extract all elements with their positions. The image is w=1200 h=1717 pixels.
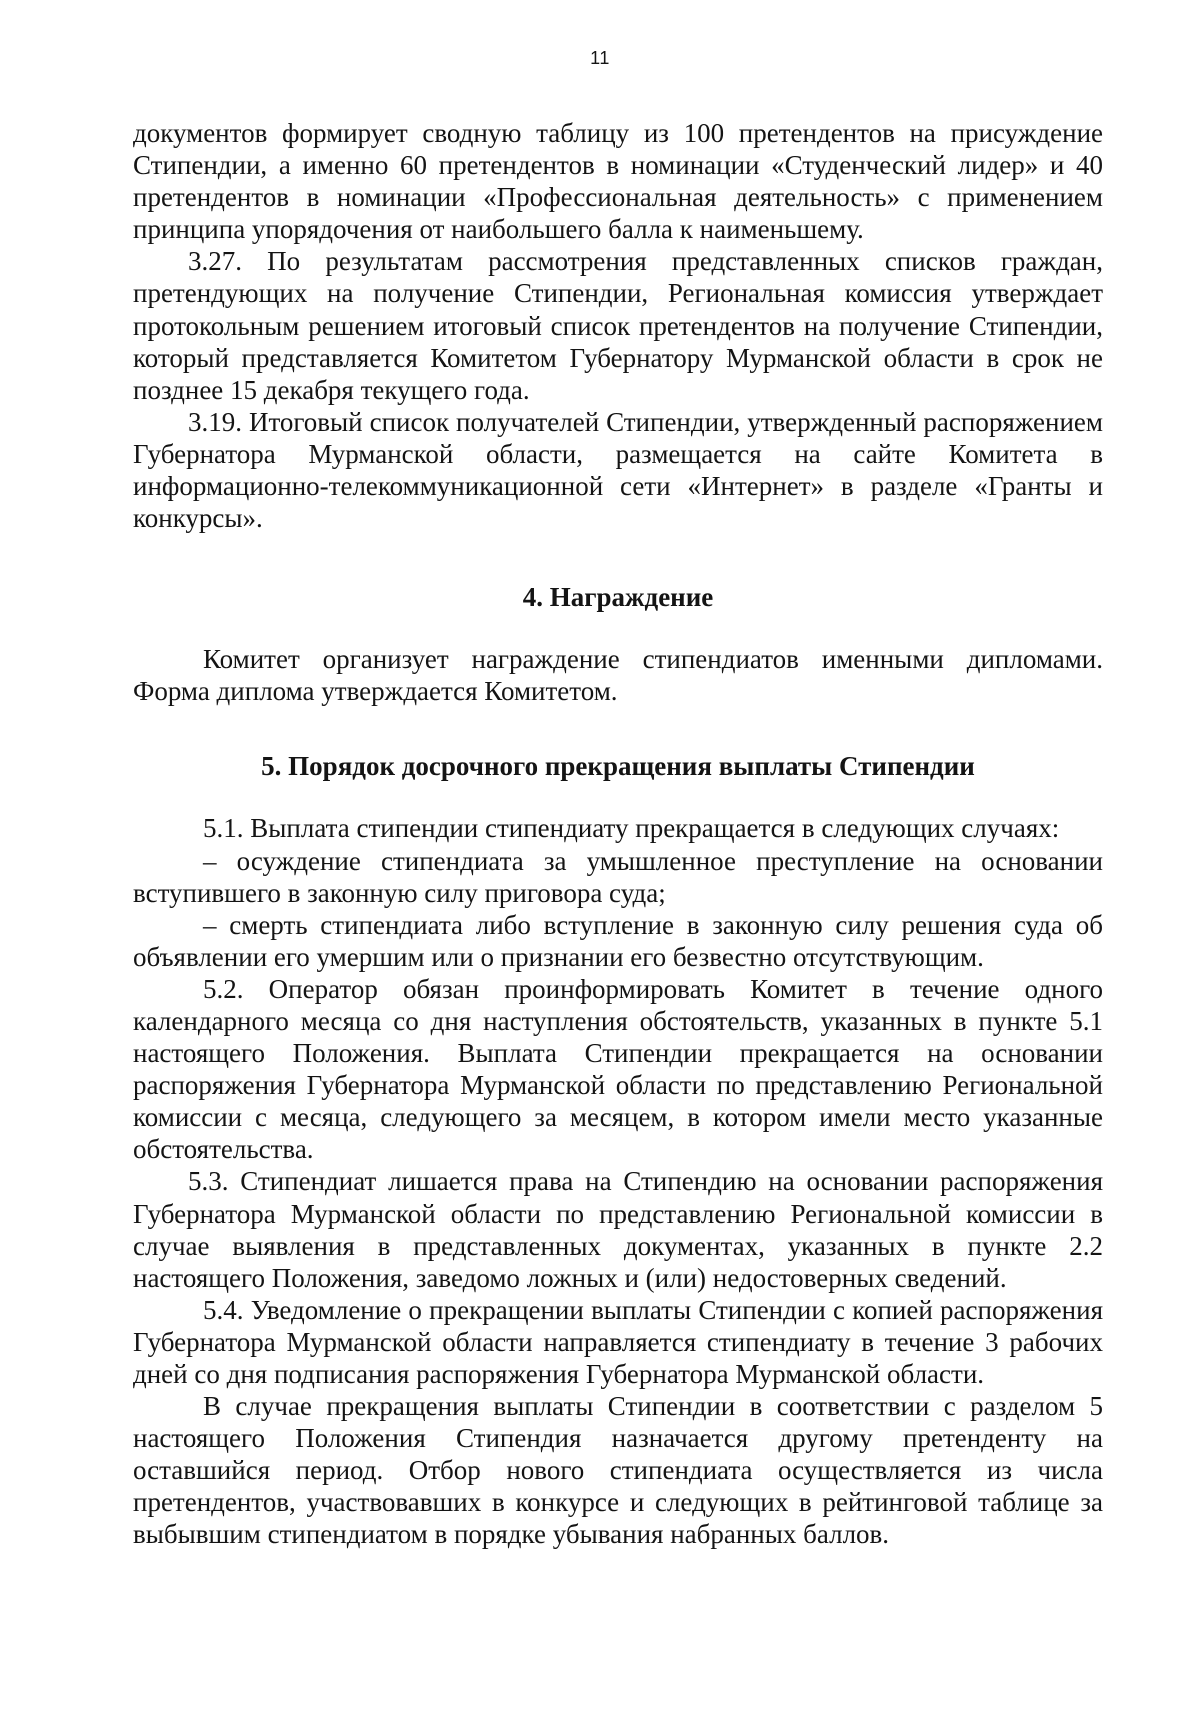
paragraph-3-19: 3.19. Итоговый список получателей Стипендии, утвержденный распоряжением Губернатора Мурманской области, размещается на сайте Комитета в информационно-телекоммуникационной сети «Интернет» в разделе «Гранты и конкурсы». — [133, 406, 1103, 534]
section-4-title: 4. Награждение — [522, 582, 714, 613]
document-body — [133, 117, 1103, 1551]
paragraph-5-2: 5.2. Оператор обязан проинформировать Комитет в течение одного календарного месяца со дня наступления обстоятельств, указанных в пункте 5.1 настоящего Положения. Выплата Стипендии прекращается на основании распоряжения Губернатора Мурманской области по представлению Региональной комиссии с месяца, следующего за месяцем, в котором имели место указанные обстоятельства. — [133, 973, 1103, 1165]
section-5-title: 5. Порядок досрочного прекращения выплаты Стипендии — [261, 751, 975, 782]
paragraph-5-3: 5.3. Стипендиат лишается права на Стипендию на основании распоряжения Губернатора Мурманской области по представлению Региональной комиссии в случае выявления в представленных документах, указанных в пункте 2.2 настоящего Положения, заведомо ложных и (или) недостоверных сведений. — [133, 1166, 1103, 1293]
list-item-conviction: – осуждение стипендиата за умышленное преступление на основании вступившего в законную силу приговора суда; — [133, 845, 1103, 908]
paragraph-3-27: 3.27. По результатам рассмотрения представленных списков граждан, претендующих на получение Стипендии, Региональная комиссия утверждает протокольным решением итоговый список претендентов на получение Стипендии, который представляется Комитетом Губернатору Мурманской области в срок не позднее 15 декабря текущего года. — [133, 246, 1103, 405]
paragraph-5-1: 5.1. Выплата стипендии стипендиату прекращается в следующих случаях: — [203, 813, 1060, 844]
page-number: 11 — [590, 48, 610, 68]
section-4-text: Комитет организует награждение стипендиатов именными дипломами. Форма диплома утверждается Комитетом. — [133, 644, 1103, 707]
paragraph-replacement: В случае прекращения выплаты Стипендии в соответствии с разделом 5 настоящего Положения Стипендия назначается другому претенденту на оставшийся период. Отбор нового стипендиата осуществляется из числа претендентов, участвовавших в конкурсе и следующих в рейтинговой таблице за выбывшим стипендиатом в порядке убывания набранных баллов. — [133, 1391, 1103, 1550]
list-item-death: – смерть стипендиата либо вступление в законную силу решения суда об объявлении его умершим или о признании его безвестно отсутствующим. — [133, 909, 1103, 972]
paragraph-5-4: 5.4. Уведомление о прекращении выплаты Стипендии с копией распоряжения Губернатора Мурманской области направляется стипендиату в течение 3 рабочих дней со дня подписания распоряжения Губернатора Мурманской области. — [133, 1294, 1103, 1389]
paragraph-continuation: документов формирует сводную таблицу из 100 претендентов на присуждение Стипендии, а именно 60 претендентов в номинации «Студенческий лидер» и 40 претендентов в номинации «Профессиональная деятельность» с применением принципа упорядочения от наибольшего балла к наименьшему. — [133, 118, 1103, 245]
